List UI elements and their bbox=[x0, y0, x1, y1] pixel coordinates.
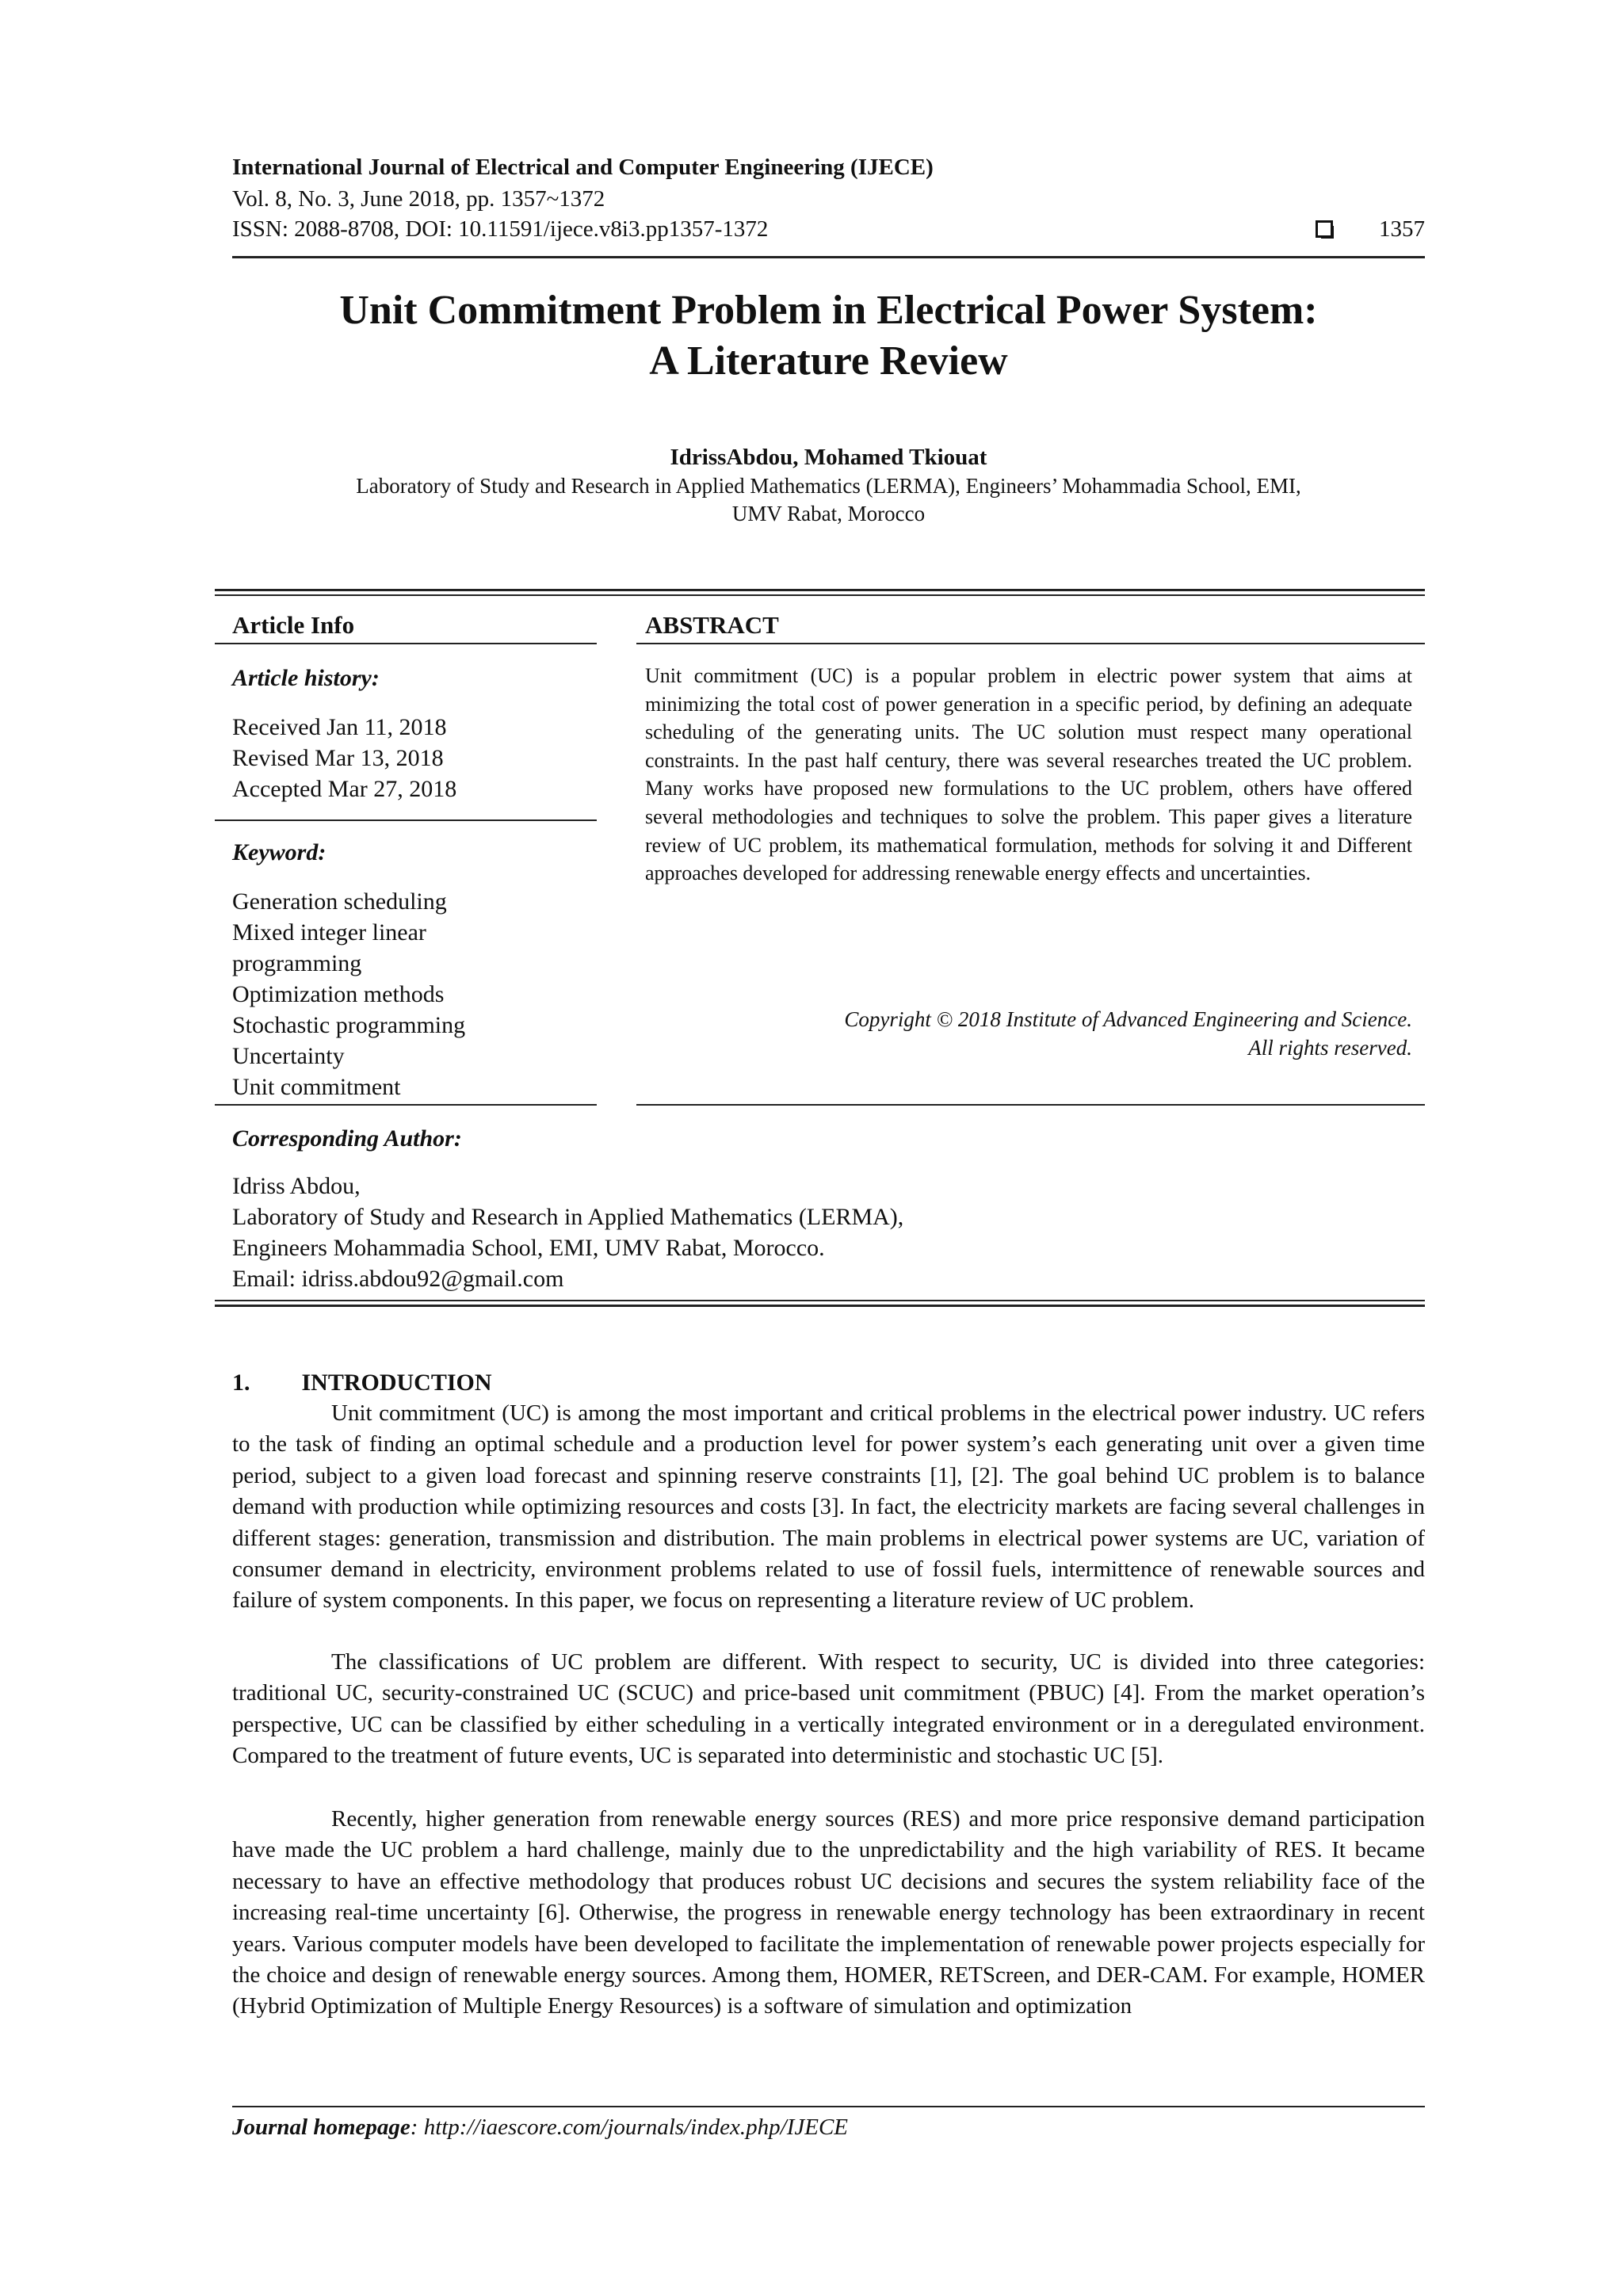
article-history-label: Article history: bbox=[232, 665, 380, 691]
keyword-item: programming bbox=[232, 950, 362, 976]
corresponding-label: Corresponding Author: bbox=[232, 1125, 462, 1152]
history-received: Received Jan 11, 2018 bbox=[232, 714, 447, 740]
abstract-text: Unit commitment (UC) is a popular problem in electric power system that aims at minimizing the total cost of power generation in a specific period, by defining an adequate scheduling of the generating units. The UC solution must respect many operational constraints. In the past half century, there was several researches treated the UC problem. Many works have proposed new formulations to the UC problem, others have offered several methodologies and techniques to solve the problem. This paper gives a literature review of UC problem, its mathematical formulation, methods for solving it and Different approaches developed for addressing renewable energy effects and uncertainties. bbox=[645, 664, 1412, 885]
keyword-rule bbox=[215, 1104, 597, 1106]
keyword-item: Generation scheduling bbox=[232, 888, 447, 915]
abstract-rule bbox=[636, 643, 1425, 644]
article-info-heading: Article Info bbox=[232, 611, 355, 639]
affiliation bbox=[232, 472, 1425, 528]
affiliation-line-1: Laboratory of Study and Research in Applied Mathematics (LERMA), Engineers’ Mohammadia School, EMI, bbox=[356, 474, 1301, 498]
abstract-heading: ABSTRACT bbox=[645, 611, 779, 639]
copyright-notice bbox=[645, 1005, 1412, 1062]
header-rule bbox=[232, 256, 1425, 258]
keyword-item: Unit commitment bbox=[232, 1074, 401, 1100]
abstract-bottom-rule bbox=[636, 1104, 1425, 1106]
intro-paragraph-2: The classifications of UC problem are different. With respect to security, UC is divided into three categories: traditional UC, security-constrained UC (SCUC) and price-based unit commitment (PBUC) [4]. From the market operation’s perspective, UC can be classified by either scheduling in a vertically integrated environment or in a deregulated environment. Compared to the treatment of future events, UC is separated into deterministic and stochastic UC [5]. bbox=[232, 1649, 1425, 1769]
copyright-line-2: All rights reserved. bbox=[1248, 1036, 1412, 1060]
title-line-2: A Literature Review bbox=[649, 338, 1008, 384]
intro-title: INTRODUCTION bbox=[301, 1370, 492, 1396]
checkbox-icon bbox=[1316, 220, 1333, 238]
history-rule bbox=[215, 819, 597, 821]
paper-title bbox=[232, 285, 1425, 387]
article-info-rule bbox=[215, 643, 597, 644]
volume-info: Vol. 8, No. 3, June 2018, pp. 1357~1372 bbox=[232, 186, 605, 212]
keyword-label: Keyword: bbox=[232, 839, 327, 865]
homepage-label: Journal homepage bbox=[232, 2115, 411, 2140]
authors: IdrissAbdou, Mohamed Tkiouat bbox=[670, 445, 987, 470]
history-revised: Revised Mar 13, 2018 bbox=[232, 745, 444, 771]
keyword-item: Mixed integer linear bbox=[232, 919, 426, 946]
box-bottom-rule-2 bbox=[215, 1305, 1425, 1307]
article-history-list bbox=[232, 712, 456, 804]
box-top-rule-1 bbox=[215, 589, 1425, 591]
corresponding-email[interactable]: Email: idriss.abdou92@gmail.com bbox=[232, 1266, 564, 1292]
corresponding-details bbox=[232, 1171, 903, 1294]
intro-heading bbox=[232, 1368, 492, 1398]
footer-rule bbox=[232, 2106, 1425, 2107]
history-accepted: Accepted Mar 27, 2018 bbox=[232, 776, 457, 802]
corresponding-name: Idriss Abdou, bbox=[232, 1173, 361, 1199]
title-line-1: Unit Commitment Problem in Electrical Power System: bbox=[339, 288, 1318, 333]
box-top-rule-2 bbox=[215, 594, 1425, 596]
affiliation-line-2: UMV Rabat, Morocco bbox=[731, 502, 926, 525]
homepage-url[interactable]: : http://iaescore.com/journals/index.php/IJECE bbox=[410, 2115, 849, 2140]
box-bottom-rule-1 bbox=[215, 1300, 1425, 1301]
keyword-item: Stochastic programming bbox=[232, 1012, 466, 1038]
keyword-item: Optimization methods bbox=[232, 981, 445, 1007]
copyright-line-1: Copyright © 2018 Institute of Advanced Engineering and Science. bbox=[844, 1007, 1412, 1031]
keyword-item: Uncertainty bbox=[232, 1043, 345, 1069]
issn-doi: ISSN: 2088-8708, DOI: 10.11591/ijece.v8i3.pp1357-1372 bbox=[232, 216, 769, 242]
intro-paragraph-3: Recently, higher generation from renewable energy sources (RES) and more price responsive demand participation have made the UC problem a hard challenge, mainly due to the unpredictability and the high variability of RES. It became necessary to have an effective methodology that produces robust UC decisions and secures the system reliability face of the increasing real-time uncertainty [6]. Otherwise, the progress in renewable energy technology has been extraordinary in recent years. Various computer models have been developed to facilitate the implementation of renewable power projects especially for the choice and design of renewable energy sources. Among them, HOMER, RETScreen, and DER-CAM. For example, HOMER (Hybrid Optimization of Multiple Energy Resources) is a software of simulation and optimization bbox=[232, 1806, 1425, 2019]
keyword-list bbox=[232, 886, 465, 1102]
intro-number: 1. bbox=[232, 1370, 250, 1396]
corresponding-lab: Laboratory of Study and Research in Applied Mathematics (LERMA), bbox=[232, 1204, 904, 1230]
intro-paragraph-1: Unit commitment (UC) is among the most important and critical problems in the electrical power industry. UC refers to the task of finding an optimal schedule and a production level for power system’s each generating unit over a given time period, subject to a given load forecast and spinning reserve constraints [1], [2]. The goal behind UC problem is to balance demand with production while optimizing resources and costs [3]. In fact, the electricity markets are facing several challenges in different stages: generation, transmission and distribution. The main problems in electrical power systems are UC, variation of consumer demand in electricity, environment problems related to use of fossil fuels, intermittence of renewable sources and failure of system components. In this paper, we focus on representing a literature review of UC problem. bbox=[232, 1400, 1425, 1614]
journal-homepage bbox=[232, 2113, 848, 2141]
corresponding-school: Engineers Mohammadia School, EMI, UMV Rabat, Morocco. bbox=[232, 1235, 825, 1261]
page-number: 1357 bbox=[1379, 216, 1425, 242]
journal-name: International Journal of Electrical and Computer Engineering (IJECE) bbox=[232, 155, 934, 180]
